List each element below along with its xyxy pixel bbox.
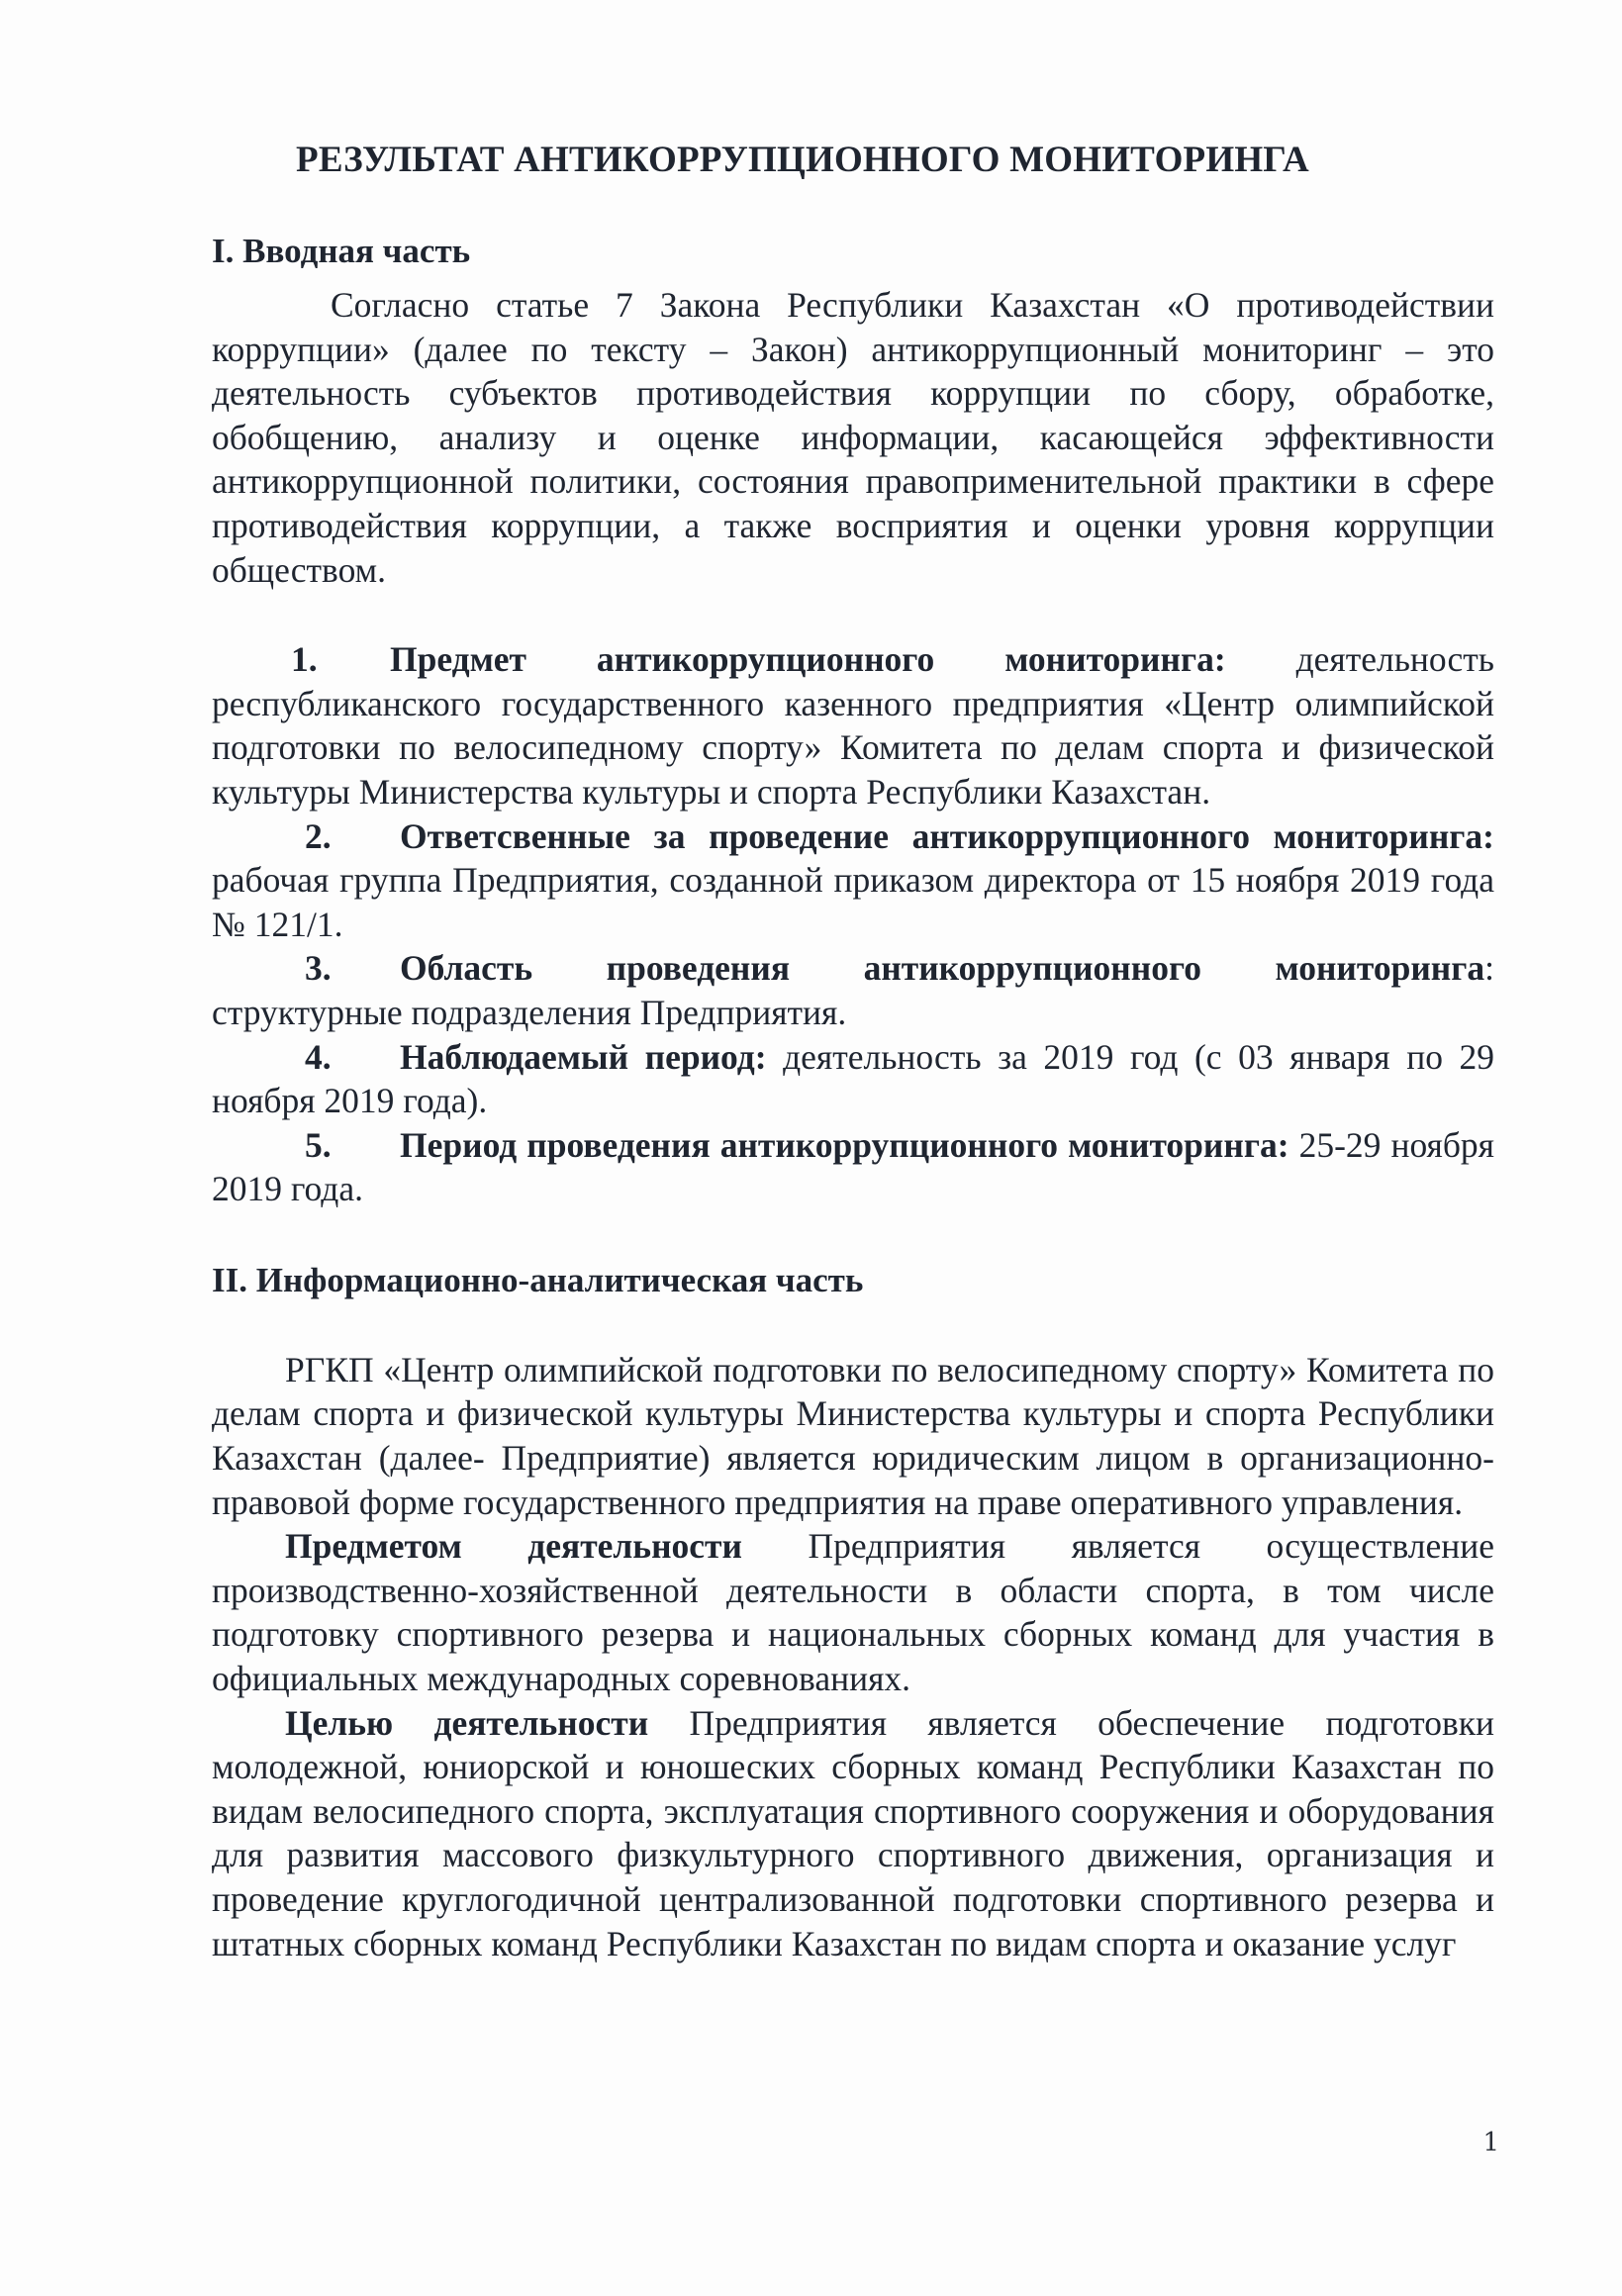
bottom-margin <box>212 1965 1494 2153</box>
item-number: 3. <box>305 948 332 989</box>
item-label: Ответсвенные за проведение антикоррупционного мониторинга: <box>400 815 1494 856</box>
item-text: : структурные подразделения Предприятия. <box>212 948 1494 1032</box>
document-body <box>212 230 1494 2153</box>
item-label: Область проведения антикоррупционного мониторинга <box>400 948 1485 989</box>
item-label: Период проведения антикоррупционного мониторинга: <box>400 1124 1289 1165</box>
list-item <box>212 1035 1494 1123</box>
item-number: 5. <box>305 1124 332 1165</box>
list-item <box>212 1123 1494 1211</box>
item-number: 1. <box>291 639 318 680</box>
document-title: РЕЗУЛЬТАТ АНТИКОРРУПЦИОННОГО МОНИТОРИНГА <box>296 140 1309 180</box>
subject-of-activity-paragraph <box>212 1524 1494 1700</box>
page-number: 1 <box>1482 2128 1499 2157</box>
enterprise-description-paragraph: РГКП «Центр олимпийской подготовки по велосипедному спорту» Комитета по делам спорта и физической культуры Министерства культуры и спорта Республики Казахстан (далее- Предприятие) является юридическим лицом в организационно-правовой форме государственного предприятия на праве оперативного управления. <box>212 1349 1494 1522</box>
list-item <box>212 946 1494 1034</box>
goal-of-activity-paragraph <box>212 1701 1494 1966</box>
section-2-heading: II. Информационно-аналитическая часть <box>212 1260 864 1299</box>
goal-of-activity-label: Целью деятельности <box>285 1702 649 1743</box>
item-label: Предмет антикоррупционного мониторинга: <box>390 639 1226 680</box>
item-text: рабочая группа Предприятия, созданной приказом директора от 15 ноября 2019 года № 121/1. <box>212 860 1494 944</box>
item-text: деятельность за 2019 год (с 03 января по 29 ноября 2019 года). <box>212 1036 1494 1121</box>
subject-of-activity-label: Предметом деятельности <box>285 1526 742 1567</box>
item-label: Наблюдаемый период: <box>400 1036 767 1077</box>
list-item <box>212 637 1494 813</box>
item-text: деятельность республиканского государственного казенного предприятия «Центр олимпийской подготовки по велосипедному спорту» Комитета по делам спорта и физической культуры Министерства культуры и спорта Республики Казахстан. <box>212 639 1494 812</box>
goal-of-activity-text: Предприятия является обеспечение подготовки молодежной, юниорской и юношеских сборных команд Республики Казахстан по видам велосипедного спорта, эксплуатация спортивного сооружения и оборудования для развития массового физкультурного спортивного движения, организация и проведение круглогодичной централизованной подготовки спортивного резерва и штатных сборных команд Республики Казахстан по видам спорта и оказание услуг <box>212 1702 1494 1963</box>
item-number: 2. <box>305 815 332 856</box>
item-number: 4. <box>305 1036 332 1077</box>
subject-of-activity-text: Предприятия является осуществление производственно-хозяйственной деятельности в области спорта, в том числе подготовку спортивного резерва и национальных сборных команд для участия в официальных международных соревнованиях. <box>212 1526 1494 1699</box>
intro-paragraph: Согласно статье 7 Закона Республики Казахстан «О противодействии коррупции» (далее по тексту – Закон) антикоррупционный мониторинг – это деятельность субъектов противодействия коррупции по сбору, обработке, обобщению, анализу и оценке информации, касающейся эффективности антикоррупционной политики, состояния правоприменительной практики в сфере противодействия коррупции, а также восприятия и оценки уровня коррупции обществом. <box>212 285 1494 590</box>
section-1-heading: I. Вводная часть <box>212 232 471 270</box>
item-text: 25-29 ноября 2019 года. <box>212 1124 1494 1209</box>
list-item <box>212 814 1494 947</box>
